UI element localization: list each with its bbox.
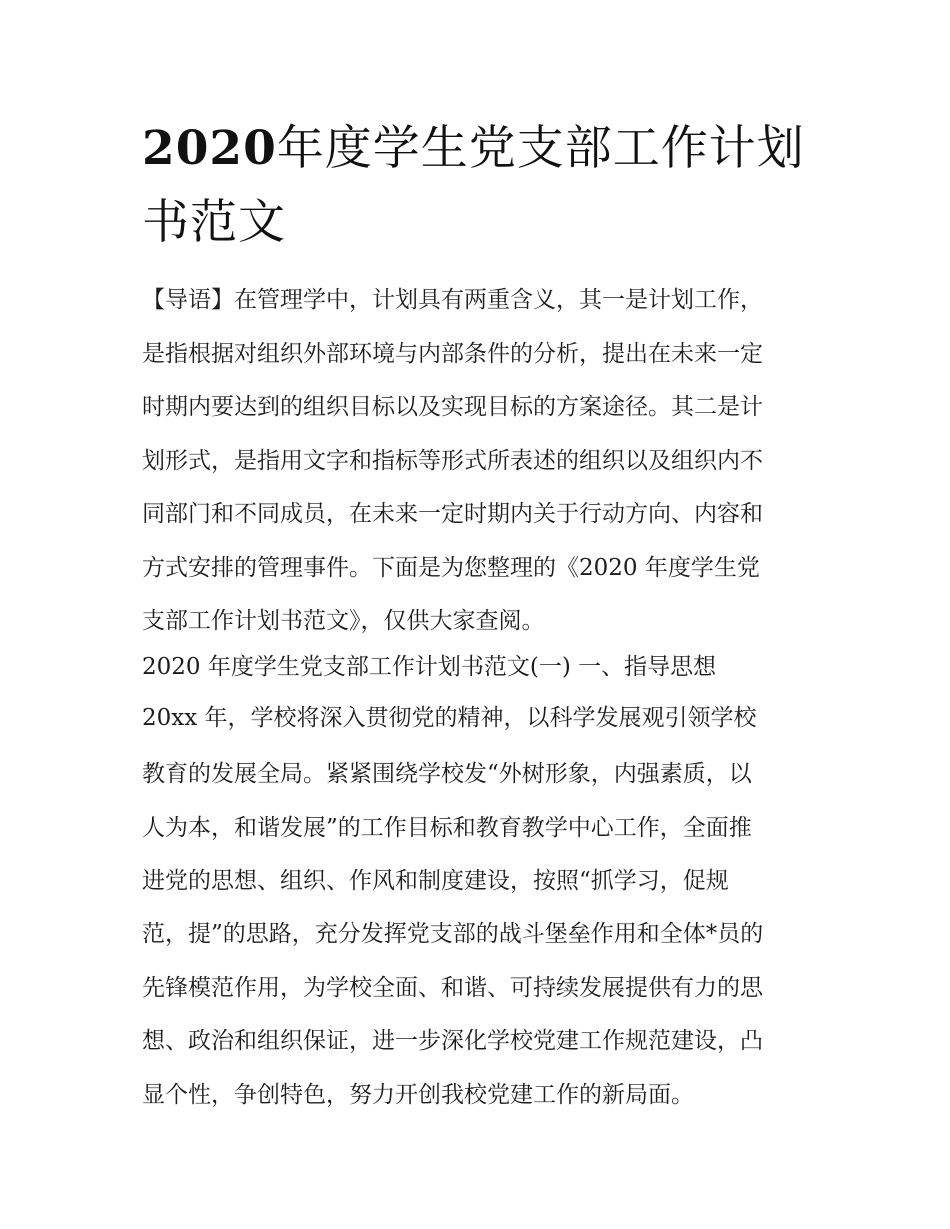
text-line: 显个性，争创特色，努力开创我校党建工作的新局面。 <box>142 1082 694 1108</box>
text-line: 划形式，是指用文字和指标等形式所表述的组织以及组织内不 <box>142 448 763 474</box>
text-line: 范，提”的思路，充分发挥党支部的战斗堡垒作用和全体*员的 <box>142 921 764 947</box>
text-line: 20xx 年，学校将深入贯彻党的精神，以科学发展观引领学校 <box>142 705 757 731</box>
text-line: 进党的思想、组织、作风和制度建设，按照“抓学习，促规 <box>142 868 729 894</box>
text-line: 人为本，和谐发展”的工作目标和教育教学中心工作，全面推 <box>142 815 752 841</box>
text-line: 先锋模范作用，为学校全面、和谐、可持续发展提供有力的思 <box>142 975 763 1001</box>
text-line: 2020 年度学生党支部工作计划书范文(一) 一、指导思想 <box>142 654 717 680</box>
text-line: 支部工作计划书范文》，仅供大家查阅。 <box>142 608 545 634</box>
text-line: 想、政治和组织保证，进一步深化学校党建工作规范建设，凸 <box>142 1028 763 1054</box>
title-line-1-text: 年度学生党支部工作计划 <box>276 121 805 176</box>
document-title <box>142 112 822 260</box>
text-line: 时期内要达到的组织目标以及实现目标的方案途径。其二是计 <box>142 394 763 420</box>
text-line: 【导语】在管理学中，计划具有两重含义，其一是计划工作， <box>142 287 763 313</box>
text-line: 是指根据对组织外部环境与内部条件的分析，提出在未来一定 <box>142 341 763 367</box>
title-line-2-text: 书范文 <box>142 195 286 250</box>
text-line: 方式安排的管理事件。下面是为您整理的《2020 年度学生党 <box>142 555 760 581</box>
text-line: 同部门和不同成员，在未来一定时期内关于行动方向、内容和 <box>142 501 763 527</box>
title-year: 2020 <box>142 121 277 176</box>
text-line: 教育的发展全局。紧紧围绕学校发“外树形象，内强素质，以 <box>142 761 752 787</box>
